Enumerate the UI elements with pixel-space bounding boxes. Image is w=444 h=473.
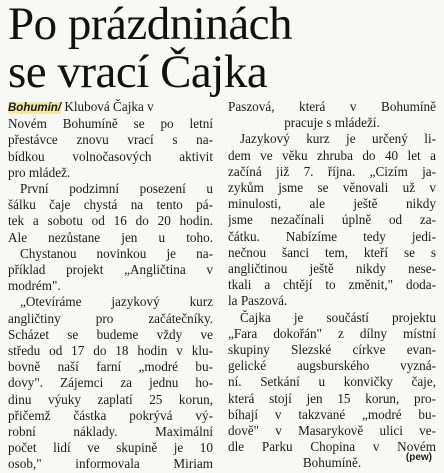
text-line: začíná již 7. října. „Cizím ja- xyxy=(228,163,436,179)
text-line: dovy". Zájemci za jednu ho- xyxy=(8,375,213,391)
text-line: bovně naší farní „modré bu- xyxy=(8,359,213,375)
headline-line-1: Po prázdninách xyxy=(8,0,293,50)
text-line: robní náklady. Maximální xyxy=(8,424,213,440)
text-line: čátku. Nabízíme tedy jedi- xyxy=(228,228,436,244)
text-line: středu od 17 do 18 hodin v klu- xyxy=(8,343,213,359)
text-line: přestávce znovu vrací s na- xyxy=(8,132,213,148)
headline xyxy=(8,0,438,96)
text-line: Paszová, která v Bohumíně xyxy=(228,99,436,114)
text-line: tkali a chtějí to změnit," doda- xyxy=(228,277,436,293)
text-line: Chystanou novinkou je na- xyxy=(20,245,213,261)
text-line: šálku čaje chystá na tento pá- xyxy=(8,197,213,213)
text-line: la Paszová. xyxy=(228,293,288,309)
text-line: pro mládež. xyxy=(8,164,71,180)
text-line: První podzimní posezení u xyxy=(20,181,213,197)
text-line: tek a sobotu od 16 do 20 hodin. xyxy=(8,213,213,229)
text-line: která stojí jen 15 korun, pro- xyxy=(228,390,436,406)
text-line xyxy=(8,99,213,116)
text-line: dově" v Masarykově ulici ve- xyxy=(228,423,436,439)
text-line: Jazykový kurz je určený li- xyxy=(240,131,436,147)
text-line: skupiny Slezské církve evan- xyxy=(228,342,436,358)
text-line: Bohumíně. xyxy=(302,455,362,471)
text-line: nečnou šanci tem, kteří se s xyxy=(228,244,436,260)
text-line: Čajka je součástí projektu xyxy=(240,309,436,325)
text-line: dem ve věku zhruba do 40 let a xyxy=(228,147,436,163)
text-line: pracuje s mládeží. xyxy=(284,115,380,131)
text-fragment: Klubová Čajka v xyxy=(61,99,154,114)
article-column-right xyxy=(228,99,436,472)
column-divider xyxy=(218,99,219,459)
dateline-place: Bohumín/ xyxy=(8,102,62,114)
text-line: modrém". xyxy=(8,278,61,294)
headline-line-2: se vrací Čajka xyxy=(8,46,268,98)
text-line: jsme nezačínali úplně od za- xyxy=(228,212,436,228)
text-line: přičemž částka pokrývá vý- xyxy=(8,407,213,423)
text-line: „Otevíráme jazykový kurz xyxy=(20,294,213,310)
text-line: Ale nezůstane jen u toho. xyxy=(8,229,213,245)
text-line: osob," informovala Miriam xyxy=(8,456,213,472)
text-line: počet lidí ve skupině je 10 xyxy=(8,440,213,456)
text-line: angličtiny pro začátečníky. xyxy=(8,310,213,326)
article-column-left xyxy=(8,99,213,473)
text-line: minulosti, ale ještě nikdy xyxy=(228,196,436,212)
text-line: dinu výuky zaplatí 25 korun, xyxy=(8,391,213,407)
text-line: bíhají v takzvané „modré bu- xyxy=(228,406,436,422)
text-line: zykům jsme se věnovali už v xyxy=(228,180,436,196)
text-line: angličtinou ještě nikdy nese- xyxy=(228,261,436,277)
text-line: Scházet se budeme vždy ve xyxy=(8,326,213,342)
text-line: bídkou volnočasových aktivit xyxy=(8,148,213,164)
text-line: gelické augsburského vyzná- xyxy=(228,358,436,374)
text-line: ní. Setkání u konvičky čaje, xyxy=(228,374,436,390)
text-line: dle Parku Chopina v Novém xyxy=(228,439,436,455)
text-line: Novém Bohumíně se po letní xyxy=(8,116,213,132)
author-credit: (pew) xyxy=(405,452,432,463)
text-line: „Fara dokořán" z dílny místní xyxy=(228,325,436,341)
text-line: příklad projekt „Angličtina v xyxy=(8,262,213,278)
